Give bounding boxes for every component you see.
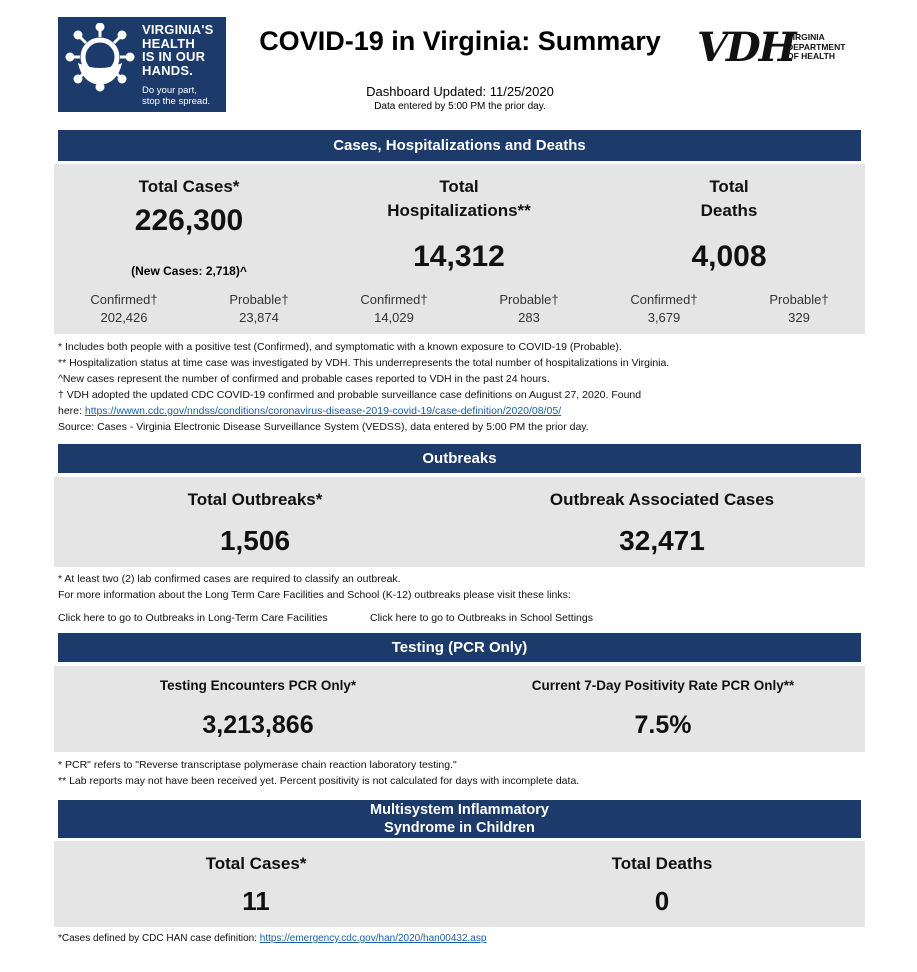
footnote-cases-1: * Includes both people with a positive test (Confirmed), and symptomatic with a known exposure to COVID-19 (Probable).	[58, 341, 622, 353]
dashboard-updated: Dashboard Updated: 11/25/2020	[366, 84, 554, 99]
deaths-probable-value: 329	[788, 310, 810, 325]
page-title: COVID-19 in Virginia: Summary	[259, 26, 661, 56]
hospitalizations-value: 14,312	[413, 240, 505, 273]
deaths-value: 4,008	[691, 240, 767, 273]
campaign-logo	[58, 17, 226, 112]
outbreaks-panel	[54, 477, 865, 567]
cases-probable-label: Probable†	[229, 292, 289, 307]
deaths-probable-label: Probable†	[769, 292, 829, 307]
section-header-outbreaks: Outbreaks	[58, 444, 861, 473]
school-outbreaks-link[interactable]: Click here to go to Outbreaks in School Settings	[370, 612, 593, 624]
misc-cases-value: 11	[242, 886, 270, 916]
new-cases: (New Cases: 2,718)^	[131, 264, 247, 278]
outbreak-cases-value: 32,471	[619, 525, 705, 556]
footnote-case-definition	[58, 403, 561, 419]
ltc-outbreaks-link[interactable]: Click here to go to Outbreaks in Long-Term Care Facilities	[58, 612, 328, 624]
total-cases-label: Total Cases*	[138, 177, 240, 196]
hosp-probable-value: 283	[518, 310, 540, 325]
vdh-subtitle: VIRGINIA DEPARTMENT OF HEALTH	[787, 32, 846, 61]
cases-probable-value: 23,874	[239, 310, 279, 325]
logo-headline: VIRGINIA'S HEALTH IS IN OUR HANDS.	[142, 22, 214, 78]
total-cases-value: 226,300	[134, 204, 244, 237]
testing-panel	[54, 666, 865, 752]
deaths-label-line1: Total	[709, 177, 749, 196]
deaths-confirmed-label: Confirmed†	[630, 292, 698, 307]
misc-deaths-label: Total Deaths	[611, 854, 713, 873]
testing-encounters-label: Testing Encounters PCR Only*	[159, 678, 357, 693]
virus-hands-icon	[64, 23, 138, 103]
logo-tagline: Do your part, stop the spread.	[142, 85, 211, 107]
cases-confirmed-label: Confirmed†	[90, 292, 158, 307]
vdh-letters: VDH	[697, 24, 795, 71]
footnote-cases-3: ^New cases represent the number of confirmed and probable cases reported to VDH in the past 24 hours.	[58, 373, 550, 385]
misc-definition-text: *Cases defined by CDC HAN case definition:	[58, 933, 260, 944]
total-outbreaks-label: Total Outbreaks*	[187, 490, 323, 509]
cdc-case-definition-link[interactable]: https://wwwn.cdc.gov/nndss/conditions/coronavirus-disease-2019-covid-19/case-definition/2020/08/05/	[84, 405, 562, 417]
footnote-testing-1: * PCR" refers to "Reverse transcriptase polymerase chain reaction laboratory testing."	[58, 759, 457, 771]
footnote-misc	[58, 931, 486, 947]
section-header-cases: Cases, Hospitalizations and Deaths	[58, 130, 861, 161]
deaths-confirmed-value: 3,679	[647, 310, 681, 325]
hosp-confirmed-label: Confirmed†	[360, 292, 428, 307]
total-outbreaks-value: 1,506	[219, 525, 291, 556]
footnote-outbreaks-1: * At least two (2) lab confirmed cases are required to classify an outbreak.	[58, 573, 401, 585]
vdh-logo	[697, 24, 857, 71]
testing-encounters-value: 3,213,866	[202, 711, 314, 739]
footnote-source: Source: Cases - Virginia Electronic Disease Surveillance System (VEDSS), data entered by 5:00 PM the prior day.	[58, 421, 589, 433]
misc-cases-label: Total Cases*	[205, 854, 307, 873]
cases-confirmed-value: 202,426	[100, 310, 148, 325]
hospitalizations-label-line2: Hospitalizations**	[387, 201, 531, 220]
positivity-rate-label: Current 7-Day Positivity Rate PCR Only**	[531, 678, 795, 693]
misc-title-line1: Multisystem Inflammatory	[370, 802, 549, 818]
outbreak-cases-label: Outbreak Associated Cases	[549, 490, 775, 509]
section-header-misc	[58, 800, 861, 838]
footnote-here: here:	[58, 405, 85, 417]
cdc-han-link[interactable]: https://emergency.cdc.gov/han/2020/han00432.asp	[259, 933, 487, 944]
hospitalizations-label-line1: Total	[439, 177, 479, 196]
misc-deaths-value: 0	[654, 886, 670, 916]
footnote-outbreaks-2: For more information about the Long Term Care Facilities and School (K-12) outbreaks please visit these links:	[58, 589, 571, 601]
misc-title-line2: Syndrome in Children	[384, 820, 535, 836]
hosp-confirmed-value: 14,029	[374, 310, 414, 325]
cases-panel	[54, 164, 865, 334]
positivity-rate-value: 7.5%	[634, 711, 692, 739]
footnote-cases-2: ** Hospitalization status at time case was investigated by VDH. This underrepresents the total number of hospitalizations in Virginia.	[58, 357, 670, 369]
hosp-probable-label: Probable†	[499, 292, 559, 307]
misc-panel	[54, 841, 865, 927]
data-entry-note: Data entered by 5:00 PM the prior day.	[374, 101, 546, 112]
deaths-label-line2: Deaths	[700, 201, 758, 220]
footnote-testing-2: ** Lab reports may not have been received yet. Percent positivity is not calculated for days with incomplete data.	[58, 775, 580, 787]
section-header-testing: Testing (PCR Only)	[58, 633, 861, 662]
footnote-cases-4: † VDH adopted the updated CDC COVID-19 confirmed and probable surveillance case definitions on August 27, 2020. Found	[58, 389, 642, 401]
